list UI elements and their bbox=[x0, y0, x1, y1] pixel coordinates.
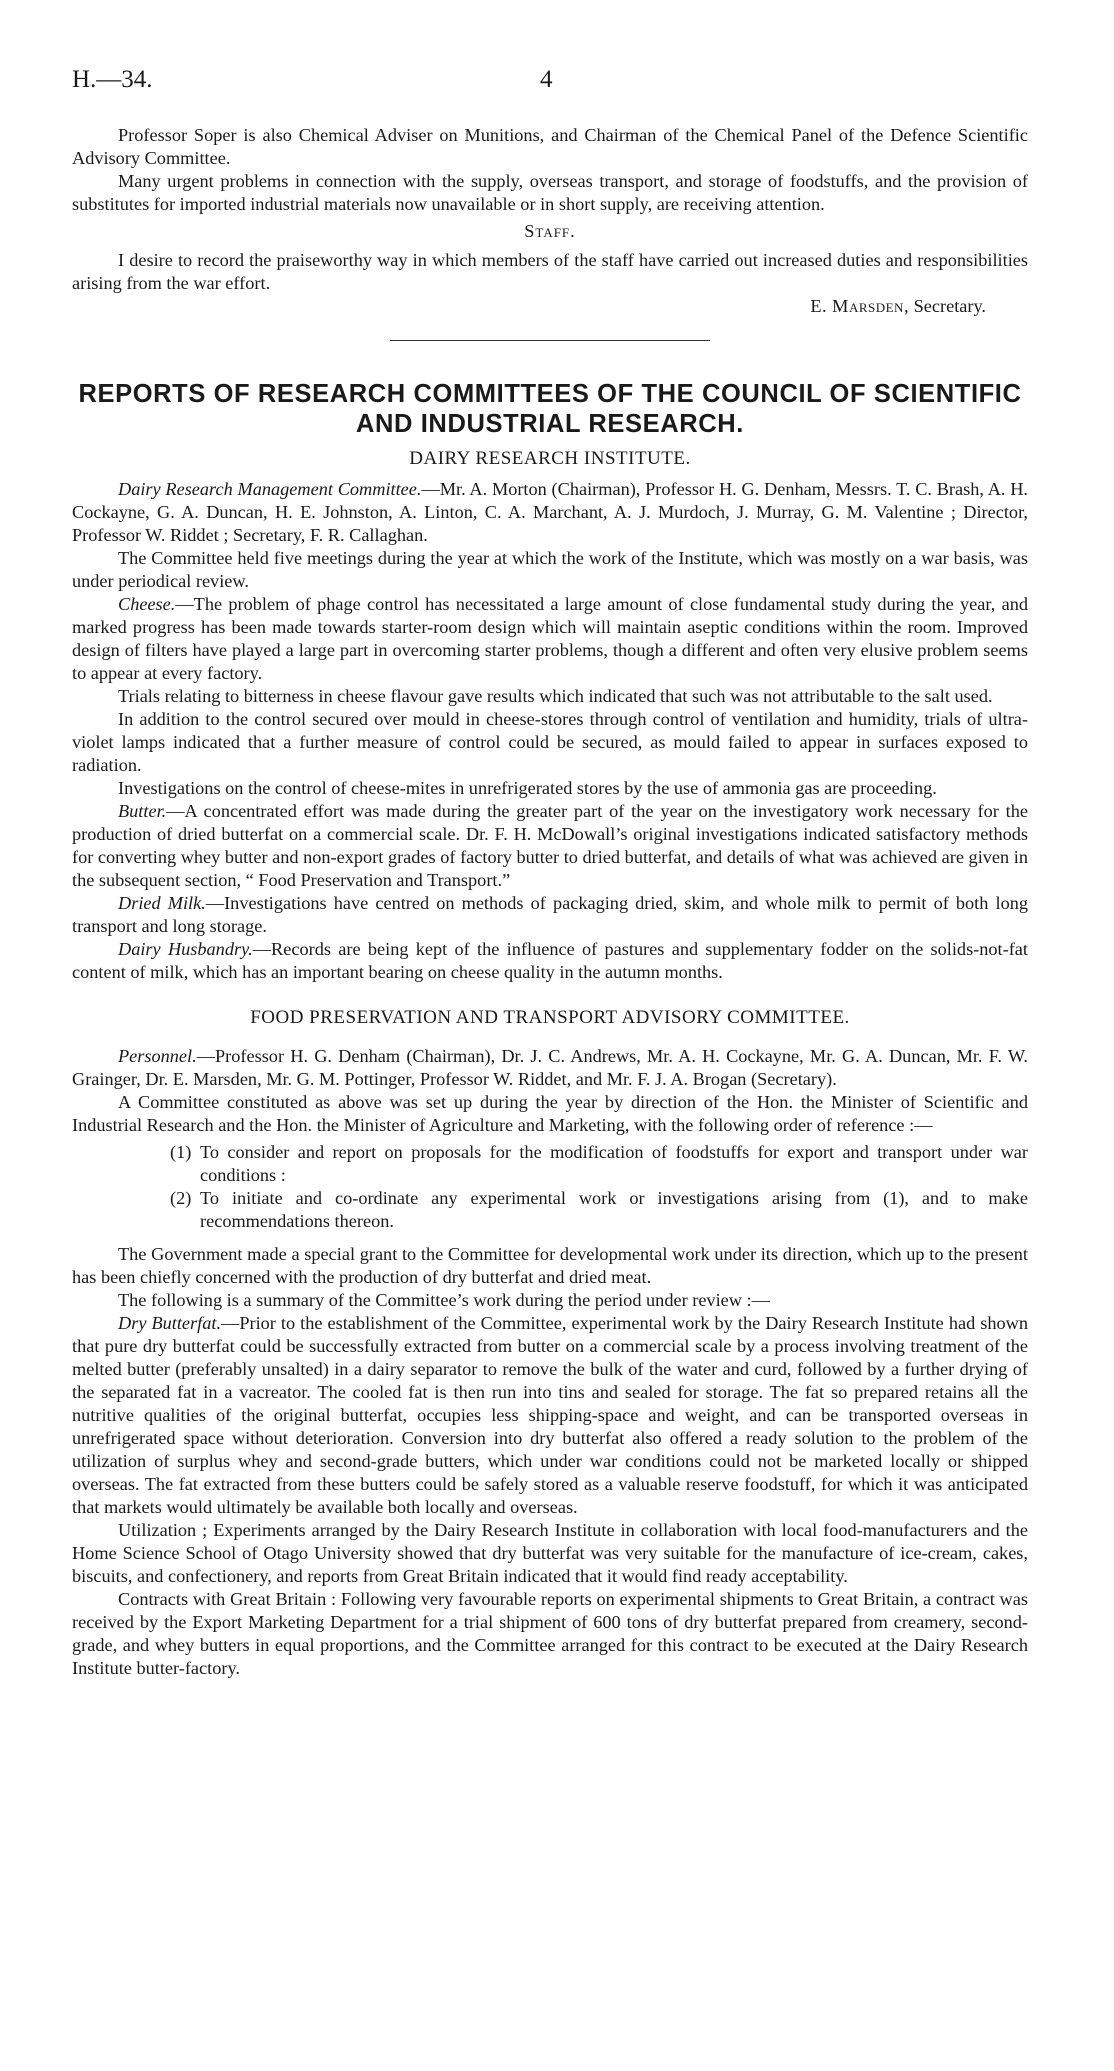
dairy-committee-paragraph bbox=[72, 478, 1028, 547]
utilization-paragraph: Utilization ; Experiments arranged by the Dairy Research Institute in collaboration with local food-manufacturers and the Home Science School of Otago University showed that dry butterfat was very suitable for the manufacture of ice-cream, cakes, biscuits, and confectionery, and reports from Great Britain indicated that it would find ready acceptability. bbox=[72, 1520, 1028, 1586]
list-item bbox=[72, 1187, 1028, 1233]
bitterness-paragraph: Trials relating to bitterness in cheese flavour gave results which indicated that such was not attributable to the salt used. bbox=[118, 686, 993, 706]
dairy-committee-text: —Mr. A. Morton (Chairman), Professor H. G. Denham, Messrs. T. C. Brash, A. H. Cockayne, G. A. Duncan, H. E. Johnston, A. Linton, C. A. Marchant, A. J. Murdoch, J. Murray, G. M. Valentine ; Director, Professor W. Riddet ; Secretary, F. R. Callaghan. bbox=[72, 479, 1028, 545]
dried-milk-paragraph bbox=[72, 892, 1028, 938]
dried-milk-lead: Dried Milk. bbox=[118, 893, 206, 913]
intro-paragraph-soper: Professor Soper is also Chemical Adviser on Munitions, and Chairman of the Chemical Panel of the Defence Scientific Advisory Committee. bbox=[72, 125, 1028, 168]
signature-title: Secretary. bbox=[913, 296, 986, 316]
dairy-husbandry-text: —Records are being kept of the influence of pastures and supplementary fodder on the solids-not-fat content of milk, which has an important bearing on cheese quality in the autumn months. bbox=[72, 939, 1029, 982]
personnel-lead: Personnel. bbox=[118, 1046, 197, 1066]
dairy-meetings-paragraph: The Committee held five meetings during the year at which the work of the Institute, which was mostly on a war basis, was under periodical review. bbox=[72, 548, 1028, 591]
dairy-husbandry-lead: Dairy Husbandry. bbox=[118, 939, 253, 959]
dairy-section-heading: DAIRY RESEARCH INSTITUTE. bbox=[409, 448, 691, 469]
food-section-heading: FOOD PRESERVATION AND TRANSPORT ADVISORY COMMITTEE. bbox=[250, 1007, 850, 1028]
dairy-committee-lead: Dairy Research Management Committee. bbox=[118, 479, 422, 499]
document-reference: H.—34. bbox=[72, 66, 153, 93]
grant-paragraph: The Government made a special grant to the Committee for developmental work under its direction, which up to the present has been chiefly concerned with the production of dry butterfat and dried meat. bbox=[72, 1244, 1028, 1287]
dairy-husbandry-paragraph bbox=[72, 938, 1028, 984]
document-body bbox=[72, 124, 1028, 1680]
mould-paragraph: In addition to the control secured over mould in cheese-stores through control of ventilation and humidity, trials of ultra-violet lamps indicated that a further measure of control could be secured, as mould failed to appear in surfaces exposed to radiation. bbox=[72, 709, 1028, 775]
cheese-text: —The problem of phage control has necessitated a large amount of close fundamental study during the year, and marked progress has been made towards starter-room design which will maintain aseptic conditions within the room. Improved design of filters have played a large part in overcoming starter problems, though a different and often very elusive problem seems to appear at every factory. bbox=[72, 594, 1028, 683]
butter-paragraph bbox=[72, 800, 1028, 892]
order-of-reference-list bbox=[72, 1141, 1028, 1233]
list-item bbox=[72, 1141, 1028, 1187]
main-title-line-1: REPORTS OF RESEARCH COMMITTEES OF THE COUNCIL OF SCIENTIFIC bbox=[78, 380, 1022, 408]
mites-paragraph: Investigations on the control of cheese-mites in unrefrigerated stores by the use of ammonia gas are proceeding. bbox=[118, 778, 937, 798]
personnel-text: —Professor H. G. Denham (Chairman), Dr. J. C. Andrews, Mr. A. H. Cockayne, Mr. G. A. Duncan, Mr. F. W. Grainger, Dr. E. Marsden, Mr. G. M. Pottinger, Professor W. Riddet, and Mr. F. J. A. Brogan (Secretary). bbox=[72, 1046, 1028, 1089]
list-item-text: To initiate and co-ordinate any experimental work or investigations arising from (1), and to make recommendations thereon. bbox=[200, 1188, 1028, 1231]
personnel-paragraph bbox=[72, 1045, 1028, 1091]
signature bbox=[72, 295, 1028, 318]
signature-name: E. Marsden, bbox=[810, 296, 910, 316]
list-item-text: To consider and report on proposals for the modification of foodstuffs for export and transport under war conditions : bbox=[200, 1142, 1028, 1185]
summary-paragraph: The following is a summary of the Committee’s work during the period under review :— bbox=[118, 1290, 770, 1310]
list-item-number: (2) bbox=[170, 1188, 192, 1208]
butter-text: —A concentrated effort was made during the greater part of the year on the investigatory work necessary for the production of dried butterfat on a commercial scale. Dr. F. H. McDowall’s original investigations indicated satisfactory methods for converting whey butter and non-export grades of factory butter to dried butterfat, and details of what was achieved are given in the subsequent section, “ Food Preservation and Transport.” bbox=[72, 801, 1028, 890]
staff-heading: Staff. bbox=[524, 221, 576, 241]
committee-constituted-paragraph: A Committee constituted as above was set up during the year by direction of the Hon. the Minister of Scientific and Industrial Research and the Hon. the Minister of Agriculture and Marketing, with the following order of reference :— bbox=[72, 1092, 1028, 1135]
dry-butterfat-text: —Prior to the establishment of the Committee, experimental work by the Dairy Research Institute had shown that pure dry butterfat could be successfully extracted from butter on a commercial scale by a process involving treatment of the melted butter (preferably unsalted) in a dairy separator to remove the bulk of the water and curd, followed by a further drying of the separated fat in a vacreator. The cooled fat is then run into tins and sealed for storage. The fat so prepared retains all the nutritive qualities of the original butterfat, occupies less shipping-space and weight, and can be transported overseas in unrefrigerated space without deterioration. Conversion into dry butterfat also offered a ready solution to the problem of the utilization of surplus whey and second-grade butters, which under war conditions could not be marketed locally or shipped overseas. The fat extracted from these butters could be safely stored as a valuable reserve foodstuff, for which it was anticipated that markets would ultimately be available both locally and overseas. bbox=[72, 1313, 1028, 1517]
main-title bbox=[72, 379, 1028, 439]
intro-paragraph-problems: Many urgent problems in connection with the supply, overseas transport, and storage of foodstuffs, and the provision of substitutes for imported industrial materials now unavailable or in short supply, are receiving attention. bbox=[72, 171, 1028, 214]
page-number: 4 bbox=[540, 66, 553, 93]
dried-milk-text: —Investigations have centred on methods of packaging dried, skim, and whole milk to permit of both long transport and long storage. bbox=[72, 893, 1028, 936]
dry-butterfat-lead: Dry Butterfat. bbox=[118, 1313, 222, 1333]
cheese-paragraph bbox=[72, 593, 1028, 685]
main-title-line-2: AND INDUSTRIAL RESEARCH. bbox=[356, 410, 744, 438]
section-divider bbox=[390, 340, 710, 341]
cheese-lead: Cheese. bbox=[118, 594, 176, 614]
list-item-number: (1) bbox=[170, 1142, 192, 1162]
staff-paragraph: I desire to record the praiseworthy way in which members of the staff have carried out increased duties and responsibilities arising from the war effort. bbox=[72, 250, 1028, 293]
dry-butterfat-paragraph bbox=[72, 1312, 1028, 1519]
contracts-paragraph: Contracts with Great Britain : Following very favourable reports on experimental shipments to Great Britain, a contract was received by the Export Marketing Department for a trial shipment of 600 tons of dry butterfat prepared from creamery, second-grade, and whey butters in equal proportions, and the Committee arranged for this contract to be executed at the Dairy Research Institute butter-factory. bbox=[72, 1589, 1028, 1678]
butter-lead: Butter. bbox=[118, 801, 167, 821]
